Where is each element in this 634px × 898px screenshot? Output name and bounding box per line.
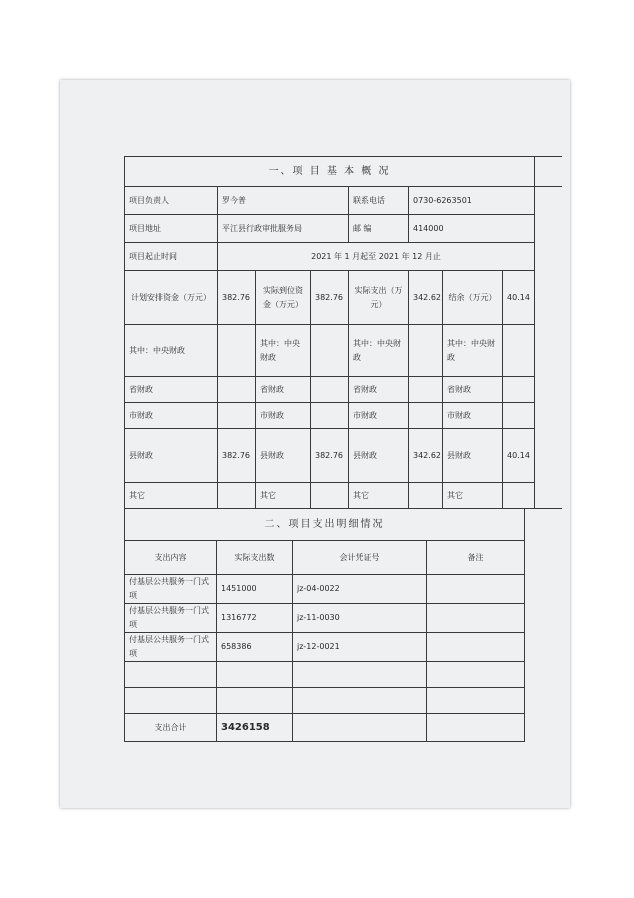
cell-voucher <box>293 688 427 714</box>
address-value: 平江县行政审批服务局 <box>218 215 349 243</box>
cell-content: 付基层公共服务一门式项 <box>125 575 217 604</box>
actual-out-label: 实际支出（万元） <box>349 271 409 325</box>
row-label: 县财政 <box>443 429 503 483</box>
table-row <box>125 633 525 662</box>
table-extension-line <box>534 156 562 157</box>
table-row <box>125 429 535 483</box>
row-label: 其它 <box>443 483 503 509</box>
cell-voucher: jz-12-0021 <box>293 633 427 662</box>
row-label: 省财政 <box>349 377 409 403</box>
row-label: 其中：中央财政 <box>349 325 409 377</box>
table-row <box>125 377 535 403</box>
row-value <box>409 483 443 509</box>
cell-voucher <box>293 662 427 688</box>
balance-label: 结余（万元） <box>443 271 503 325</box>
leader-value: 罗今普 <box>218 187 349 215</box>
row-value <box>218 403 256 429</box>
row-value <box>503 483 535 509</box>
row-label: 其它 <box>349 483 409 509</box>
cell-amount <box>217 688 293 714</box>
row-value <box>218 377 256 403</box>
cell-amount <box>217 662 293 688</box>
address-label: 项目地址 <box>125 215 218 243</box>
basic-info-table <box>124 156 535 509</box>
leader-label: 项目负责人 <box>125 187 218 215</box>
row-label: 县财政 <box>349 429 409 483</box>
row-value <box>218 325 256 377</box>
phone-value: 0730-6263501 <box>409 187 535 215</box>
header-voucher: 会计凭证号 <box>293 541 427 575</box>
row-value <box>503 377 535 403</box>
cell-content: 付基层公共服务一门式项 <box>125 633 217 662</box>
row-value <box>503 403 535 429</box>
header-note: 备注 <box>427 541 525 575</box>
row-label: 其中：中央财政 <box>443 325 503 377</box>
section2-title: 二、项目支出明细情况 <box>125 509 525 541</box>
table-extension-line <box>524 508 562 509</box>
row-label: 县财政 <box>125 429 218 483</box>
period-label: 项目起止时间 <box>125 243 218 271</box>
cell-note <box>427 575 525 604</box>
row-value <box>503 325 535 377</box>
cell-note <box>427 633 525 662</box>
table-row <box>125 662 525 688</box>
row-value <box>311 483 349 509</box>
row-value <box>409 403 443 429</box>
cell-amount: 1316772 <box>217 604 293 633</box>
row-label: 其它 <box>256 483 311 509</box>
cell-voucher: jz-11-0030 <box>293 604 427 633</box>
cell-amount: 1451000 <box>217 575 293 604</box>
row-value <box>311 403 349 429</box>
total-label: 支出合计 <box>125 714 217 742</box>
expenditure-table <box>124 508 525 742</box>
cell-note <box>427 688 525 714</box>
row-label: 其中：中央财政 <box>125 325 218 377</box>
postcode-value: 414000 <box>409 215 535 243</box>
table-row <box>125 575 525 604</box>
row-value <box>218 483 256 509</box>
row-value <box>311 325 349 377</box>
table-row <box>125 325 535 377</box>
total-value: 3426158 <box>217 714 293 742</box>
table-row <box>125 403 535 429</box>
row-label: 市财政 <box>256 403 311 429</box>
period-value: 2021 年 1 月起至 2021 年 12 月止 <box>218 243 535 271</box>
row-label: 省财政 <box>256 377 311 403</box>
header-amount: 实际支出数 <box>217 541 293 575</box>
cell-content: 付基层公共服务一门式项 <box>125 604 217 633</box>
row-value: 40.14 <box>503 429 535 483</box>
row-value: 382.76 <box>218 429 256 483</box>
row-value <box>311 377 349 403</box>
row-label: 县财政 <box>256 429 311 483</box>
row-label: 其它 <box>125 483 218 509</box>
row-label: 其中：中央财政 <box>256 325 311 377</box>
table-row <box>125 688 525 714</box>
row-label: 省财政 <box>443 377 503 403</box>
actual-out-value: 342.62 <box>409 271 443 325</box>
balance-value: 40.14 <box>503 271 535 325</box>
table-row <box>125 483 535 509</box>
actual-in-value: 382.76 <box>311 271 349 325</box>
header-content: 支出内容 <box>125 541 217 575</box>
actual-in-label: 实际到位资金（万元） <box>256 271 311 325</box>
section1-title: 一、项 目 基 本 概 况 <box>125 157 535 187</box>
cell-voucher: jz-04-0022 <box>293 575 427 604</box>
table-row <box>125 604 525 633</box>
form-frame <box>124 156 562 736</box>
row-value <box>409 325 443 377</box>
cell-content <box>125 662 217 688</box>
phone-label: 联系电话 <box>349 187 409 215</box>
cell-note <box>427 604 525 633</box>
table-extension-line <box>534 186 562 187</box>
total-voucher-cell <box>293 714 427 742</box>
cell-note <box>427 662 525 688</box>
cell-amount: 658386 <box>217 633 293 662</box>
row-label: 省财政 <box>125 377 218 403</box>
row-label: 市财政 <box>125 403 218 429</box>
plan-label: 计划安排资金（万元） <box>125 271 218 325</box>
total-note-cell <box>427 714 525 742</box>
plan-value: 382.76 <box>218 271 256 325</box>
row-value <box>409 377 443 403</box>
row-label: 市财政 <box>443 403 503 429</box>
postcode-label: 邮 编 <box>349 215 409 243</box>
row-value: 342.62 <box>409 429 443 483</box>
row-value: 382.76 <box>311 429 349 483</box>
cell-content <box>125 688 217 714</box>
row-label: 市财政 <box>349 403 409 429</box>
